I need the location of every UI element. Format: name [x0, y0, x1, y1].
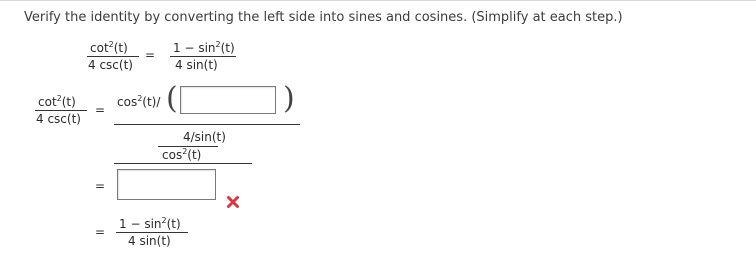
step3-fraction-bar — [116, 232, 188, 233]
step1-equals-sign: = — [95, 103, 106, 117]
step1-inner-denominator: $\cos^2(t)$ — [162, 147, 202, 162]
identity-rhs-numerator: $1 - \sin^2(t)$ — [173, 40, 235, 55]
step1-lhs-numerator: $\cot^2(t)$ — [38, 94, 76, 109]
step1-close-paren: ) — [283, 81, 295, 116]
step1-cos-squared: $\cos^2(t)/$ — [117, 94, 161, 109]
identity-lhs-denominator: 4 csc(t) — [88, 58, 133, 72]
step1-main-fraction-bar — [114, 124, 300, 125]
step1-answer-input[interactable] — [180, 86, 276, 114]
step1-inner-numerator: 4/sin(t) — [183, 130, 226, 144]
identity-equals-sign: = — [145, 48, 156, 62]
identity-lhs-numerator: $\cot^2(t)$ — [90, 40, 128, 55]
step3-denominator: 4 sin(t) — [128, 234, 171, 248]
identity-lhs-fraction-bar — [87, 56, 139, 57]
step2-answer-input[interactable] — [117, 169, 216, 200]
incorrect-x-icon — [226, 194, 240, 208]
step1-inner-fraction-bar — [158, 146, 218, 147]
step1-open-paren: ( — [166, 81, 178, 116]
identity-rhs-fraction-bar — [170, 56, 236, 57]
step3-numerator: $1 - \sin^2(t)$ — [119, 216, 181, 231]
step2-equals-sign: = — [95, 179, 106, 193]
step3-equals-sign: = — [95, 225, 106, 239]
step1-lower-fraction-bar — [114, 163, 252, 164]
top-divider — [0, 0, 756, 1]
step1-lhs-fraction-bar — [35, 110, 87, 111]
identity-rhs-denominator: 4 sin(t) — [175, 58, 218, 72]
step1-lhs-denominator: 4 csc(t) — [36, 112, 81, 126]
instruction-text: Verify the identity by converting the left side into sines and cosines. (Simplify at each step.) — [24, 10, 623, 25]
